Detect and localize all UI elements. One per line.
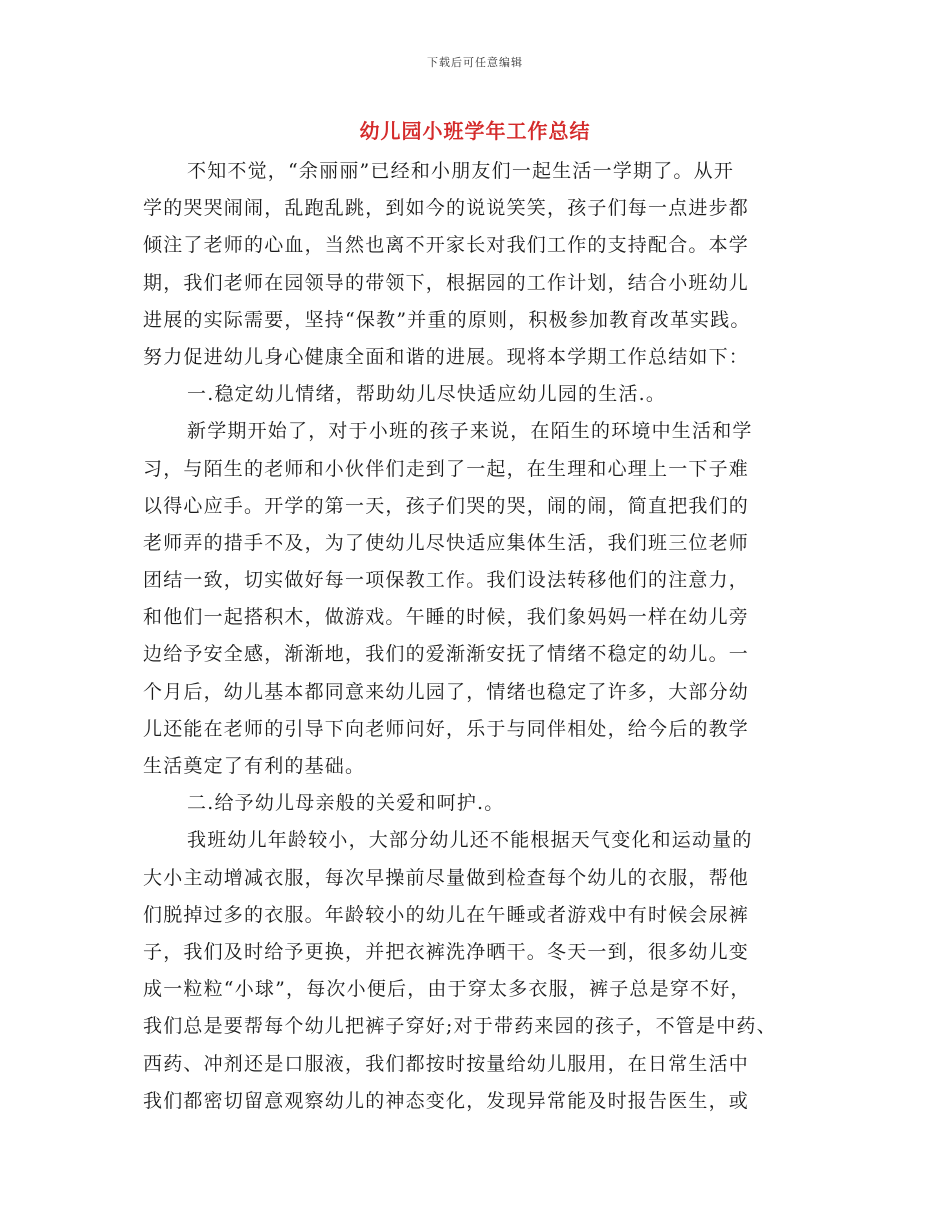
paragraph-line: 习，与陌生的老师和小伙伴们走到了一起，在生理和心理上一下子难 bbox=[143, 457, 750, 480]
paragraph-line: 不知不觉，“余丽丽”已经和小朋友们一起生活一学期了。从开 bbox=[187, 160, 735, 182]
paragraph-line: 以得心应手。开学的第一天，孩子们哭的哭，闹的闹，简直把我们的 bbox=[143, 494, 750, 517]
paragraph-line: 成一粒粒“小球”，每次小便后，由于穿太多衣服，裤子总是穿不好， bbox=[143, 978, 751, 1001]
document-body bbox=[143, 153, 813, 1120]
document-title: 幼儿园小班学年工作总结 bbox=[359, 119, 591, 143]
paragraph-line: 我班幼儿年龄较小，大部分幼儿还不能根据天气变化和运动量的 bbox=[187, 829, 753, 852]
paragraph-line: 新学期开始了，对于小班的孩子来说，在陌生的环境中生活和学 bbox=[187, 420, 753, 443]
paragraph-line: 子，我们及时给予更换，并把衣裤洗净晒干。冬天一到，很多幼儿变 bbox=[143, 940, 750, 963]
section-heading-2: 二.给予幼儿母亲般的关爱和呵护.。 bbox=[187, 792, 505, 815]
paragraph-line: 生活奠定了有利的基础。 bbox=[143, 755, 366, 777]
section-heading-1: 一.稳定幼儿情绪，帮助幼儿尽快适应幼儿园的生活.。 bbox=[187, 383, 667, 406]
paragraph-line: 进展的实际需要，坚持“保教”并重的原则，积极参加教育改革实践。 bbox=[143, 308, 751, 331]
paragraph-line: 努力促进幼儿身心健康全面和谐的进展。现将本学期工作总结如下： bbox=[143, 345, 750, 368]
paragraph-line: 儿还能在老师的引导下向老师问好，乐于与同伴相处，给今后的教学 bbox=[143, 717, 750, 740]
paragraph-line: 期，我们老师在园领导的带领下，根据园的工作计划，结合小班幼儿 bbox=[143, 271, 750, 294]
paragraph-line: 我们都密切留意观察幼儿的神态变化，发现异常能及时报告医生，或 bbox=[143, 1089, 750, 1112]
page-header-note: 下载后可任意编辑 bbox=[427, 56, 523, 69]
paragraph-line: 和他们一起搭积木，做游戏。午睡的时候，我们象妈妈一样在幼儿旁 bbox=[143, 606, 750, 629]
paragraph-line: 们脱掉过多的衣服。年龄较小的幼儿在午睡或者游戏中有时候会尿裤 bbox=[143, 903, 750, 926]
paragraph-line: 学的哭哭闹闹，乱跑乱跳，到如今的说说笑笑，孩子们每一点进步都 bbox=[143, 197, 750, 220]
paragraph-line: 团结一致，切实做好每一项保教工作。我们设法转移他们的注意力， bbox=[143, 569, 750, 592]
paragraph-line: 我们总是要帮每个幼儿把裤子穿好;对于带药来园的孩子，不管是中药、 bbox=[143, 1015, 777, 1038]
paragraph-line: 老师弄的措手不及，为了使幼儿尽快适应集体生活，我们班三位老师 bbox=[143, 531, 750, 554]
paragraph-line: 倾注了老师的心血，当然也离不开家长对我们工作的支持配合。本学 bbox=[143, 234, 750, 257]
paragraph-line: 大小主动增减衣服，每次早操前尽量做到检查每个幼儿的衣服，帮他 bbox=[143, 866, 750, 889]
paragraph-line: 边给予安全感，渐渐地，我们的爱渐渐安抚了情绪不稳定的幼儿。一 bbox=[143, 643, 750, 666]
paragraph-line: 西药、冲剂还是口服液，我们都按时按量给幼儿服用，在日常生活中 bbox=[143, 1052, 750, 1075]
paragraph-line: 个月后，幼儿基本都同意来幼儿园了，情绪也稳定了许多，大部分幼 bbox=[143, 680, 750, 703]
